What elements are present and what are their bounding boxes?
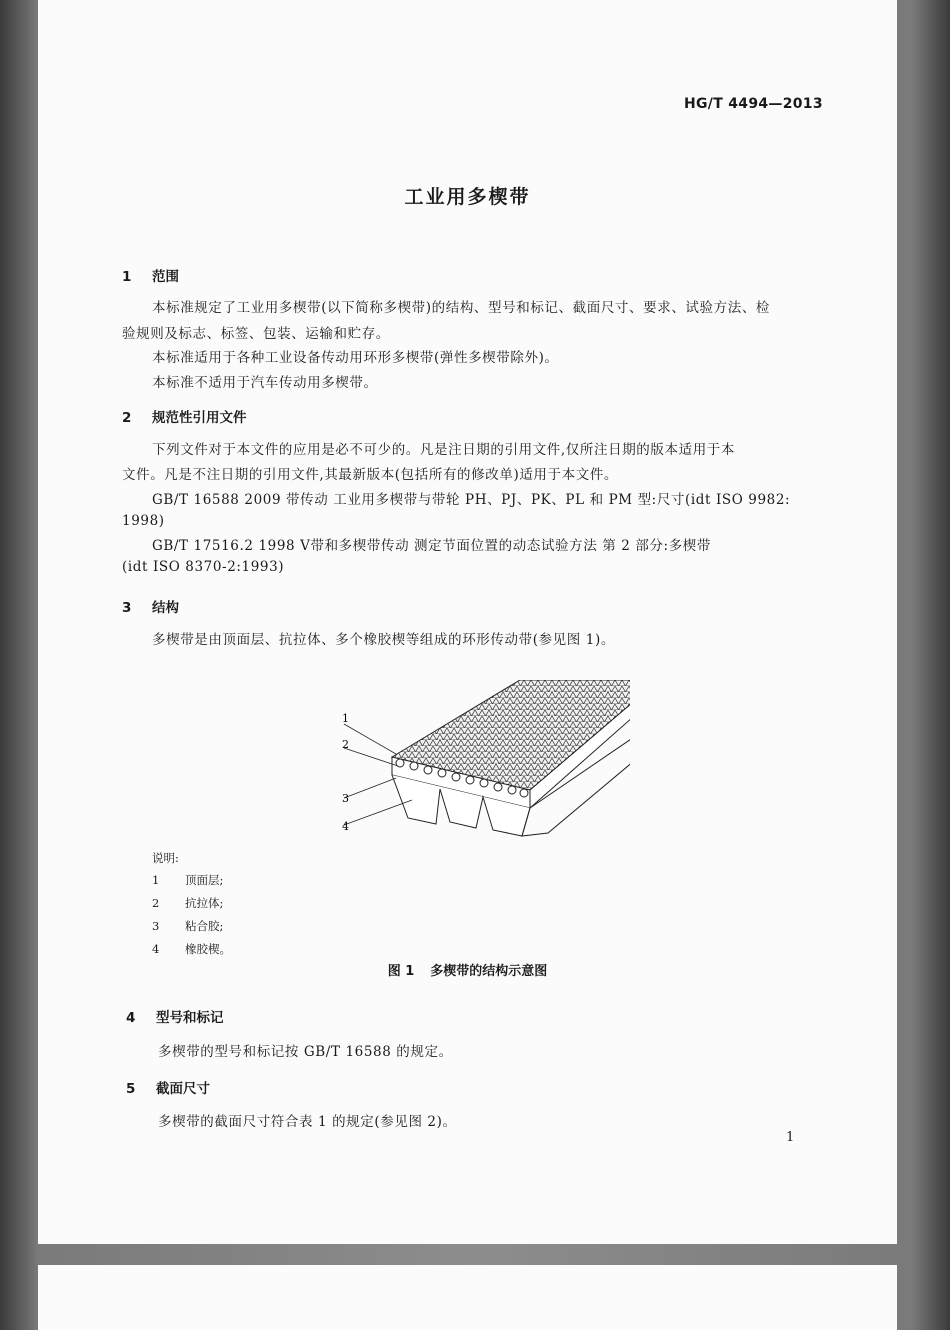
legend-item <box>152 941 231 957</box>
section-3-heading <box>122 596 179 616</box>
section-number: 2 <box>122 410 132 426</box>
next-page <box>38 1265 897 1330</box>
callout-1: 1 <box>342 712 349 725</box>
paragraph-line: 多楔带的截面尺寸符合表 1 的规定(参见图 2)。 <box>158 1114 457 1130</box>
legend-item <box>152 872 223 888</box>
figure-caption-text: 多楔带的结构示意图 <box>430 964 548 979</box>
legend-label: 说明: <box>152 851 179 865</box>
paragraph-line: 多楔带是由顶面层、抗拉体、多个橡胶楔等组成的环形传动带(参见图 1)。 <box>152 632 615 648</box>
figure-1-diagram <box>300 680 630 845</box>
standard-code: HG/T 4494—2013 <box>684 96 823 112</box>
section-title: 截面尺寸 <box>156 1081 210 1097</box>
legend-text: 顶面层; <box>185 873 224 887</box>
section-1-heading <box>122 265 179 285</box>
reference-line: GB/T 16588 2009 带传动 工业用多楔带与带轮 PH、PJ、PK、PL 和 PM 型:尺寸(idt ISO 9982: <box>152 492 791 508</box>
legend-text: 抗拉体; <box>185 896 224 910</box>
section-5-heading <box>126 1077 210 1097</box>
callout-3: 3 <box>342 792 349 805</box>
legend-number: 4 <box>152 942 160 956</box>
legend-item <box>152 918 223 934</box>
section-title: 规范性引用文件 <box>152 410 247 426</box>
legend-text: 橡胶楔。 <box>185 942 231 956</box>
document-title: 工业用多楔带 <box>404 186 531 208</box>
section-4-heading <box>126 1006 224 1026</box>
section-number: 1 <box>122 269 132 285</box>
section-title: 结构 <box>152 600 179 616</box>
section-number: 3 <box>122 600 132 616</box>
page-number: 1 <box>786 1130 795 1145</box>
paragraph-line: 本标准适用于各种工业设备传动用环形多楔带(弹性多楔带除外)。 <box>152 350 559 366</box>
section-title: 范围 <box>152 269 179 285</box>
paragraph-line: 本标准不适用于汽车传动用多楔带。 <box>152 375 378 391</box>
paragraph-line: 文件。凡是不注日期的引用文件,其最新版本(包括所有的修改单)适用于本文件。 <box>122 467 619 483</box>
callout-2: 2 <box>342 738 349 751</box>
paragraph-line: 验规则及标志、标签、包装、运输和贮存。 <box>122 326 390 342</box>
paragraph-line: 下列文件对于本文件的应用是必不可少的。凡是注日期的引用文件,仅所注日期的版本适用于本 <box>152 442 735 458</box>
reference-line: 1998) <box>122 513 165 529</box>
belt-drawing <box>392 680 630 836</box>
figure-caption <box>38 960 897 979</box>
section-number: 4 <box>126 1010 136 1026</box>
section-2-heading <box>122 406 247 426</box>
legend-number: 2 <box>152 896 160 910</box>
reference-line: GB/T 17516.2 1998 V带和多楔带传动 测定节面位置的动态试验方法 第 2 部分:多楔带 <box>152 538 711 554</box>
callout-4: 4 <box>342 820 349 833</box>
legend-text: 粘合胶; <box>185 919 224 933</box>
section-title: 型号和标记 <box>156 1010 224 1026</box>
section-number: 5 <box>126 1081 136 1097</box>
paragraph-line: 多楔带的型号和标记按 GB/T 16588 的规定。 <box>158 1044 453 1060</box>
legend-number: 1 <box>152 873 160 887</box>
legend-number: 3 <box>152 919 160 933</box>
legend-item <box>152 895 223 911</box>
paragraph-line: 本标准规定了工业用多楔带(以下简称多楔带)的结构、型号和标记、截面尺寸、要求、试验方法、检 <box>152 300 771 316</box>
reference-line: (idt ISO 8370-2:1993) <box>122 559 285 575</box>
figure-number: 图 1 <box>387 964 415 979</box>
document-page <box>38 0 897 1244</box>
